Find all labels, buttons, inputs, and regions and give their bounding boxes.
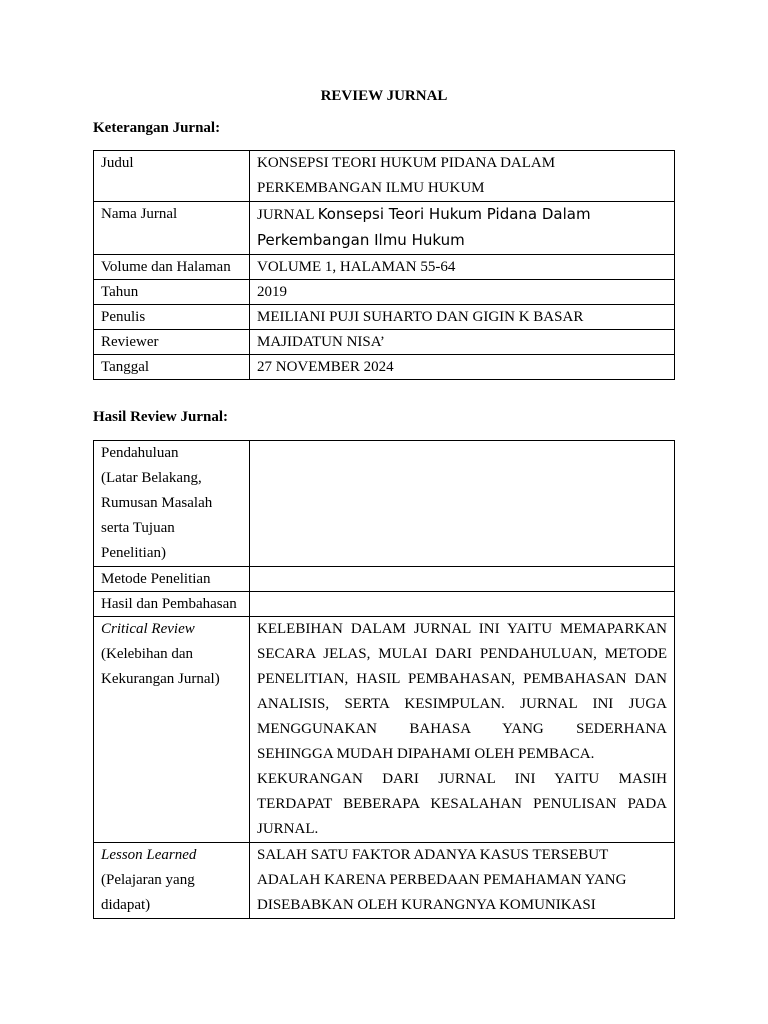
pendahuluan-label-line: (Latar Belakang, <box>101 470 202 486</box>
penulis-label: Penulis <box>94 305 250 330</box>
hasil-value <box>250 592 675 617</box>
volume-label: Volume dan Halaman <box>94 255 250 280</box>
info-row-volume <box>94 255 675 280</box>
document-title: REVIEW JURNAL <box>320 88 448 104</box>
reviewer-value: MAJIDATUN NISA’ <box>250 330 675 355</box>
lesson-line: ADALAH KARENA PERBEDAAN PEMAHAMAN YANG <box>257 872 627 888</box>
info-row-nama-jurnal <box>94 202 675 255</box>
review-row-critical <box>94 617 675 843</box>
critical-review-sub: (Kelebihan dan <box>101 646 194 662</box>
nama-jurnal-value <box>250 202 675 255</box>
info-heading: Keterangan Jurnal: <box>93 120 221 136</box>
judul-value: KONSEPSI TEORI HUKUM PIDANA DALAM PERKEMBANGAN ILMU HUKUM <box>250 151 675 202</box>
critical-line: JURNAL. <box>257 821 319 837</box>
nama-jurnal-label: Nama Jurnal <box>94 202 250 255</box>
lesson-learned-sub: didapat) <box>101 897 151 913</box>
tanggal-value: 27 NOVEMBER 2024 <box>250 355 675 380</box>
critical-line: KELEBIHAN DALAM JURNAL INI YAITU MEMAPARKAN <box>257 621 667 637</box>
critical-line: PENELITIAN, HASIL PEMBAHASAN, PEMBAHASAN DAN <box>257 671 667 687</box>
lesson-line: DISEBABKAN OLEH KURANGNYA KOMUNIKASI <box>257 897 596 913</box>
info-row-judul <box>94 151 675 202</box>
critical-line: KEKURANGAN DARI JURNAL INI YAITU MASIH <box>257 771 667 787</box>
review-row-pendahuluan <box>94 441 675 567</box>
nama-jurnal-prefix: JURNAL <box>257 207 314 223</box>
nama-jurnal-title: Konsepsi Teori Hukum Pidana Dalam Perkembangan Ilmu Hukum <box>257 205 591 249</box>
critical-review-text <box>250 617 675 843</box>
pendahuluan-label-line: serta Tujuan <box>101 520 175 536</box>
review-heading: Hasil Review Jurnal: <box>93 409 228 425</box>
pendahuluan-label-line: Pendahuluan <box>101 445 179 461</box>
hasil-label: Hasil dan Pembahasan <box>94 592 250 617</box>
critical-line: SECARA JELAS, MULAI DARI PENDAHULUAN, METODE <box>257 646 667 662</box>
info-row-reviewer <box>94 330 675 355</box>
review-row-metode <box>94 567 675 592</box>
tanggal-label: Tanggal <box>94 355 250 380</box>
lesson-learned-text <box>250 843 675 919</box>
pendahuluan-label-line: Rumusan Masalah <box>101 495 213 511</box>
lesson-learned-title: Lesson Learned <box>101 847 197 863</box>
critical-line: TERDAPAT BEBERAPA KESALAHAN PENULISAN PADA <box>257 796 667 812</box>
pendahuluan-value <box>250 441 675 567</box>
lesson-line: SALAH SATU FAKTOR ADANYA KASUS TERSEBUT <box>257 847 609 863</box>
critical-line: MENGGUNAKAN BAHASA YANG SEDERHANA <box>257 721 667 737</box>
tahun-value: 2019 <box>250 280 675 305</box>
metode-value <box>250 567 675 592</box>
review-row-hasil <box>94 592 675 617</box>
reviewer-label: Reviewer <box>94 330 250 355</box>
review-row-lesson <box>94 843 675 919</box>
critical-line: ANALISIS, SERTA KESIMPULAN. JURNAL INI JUGA <box>257 696 667 712</box>
penulis-value: MEILIANI PUJI SUHARTO DAN GIGIN K BASAR <box>250 305 675 330</box>
judul-label: Judul <box>94 151 250 202</box>
info-row-tanggal <box>94 355 675 380</box>
pendahuluan-label <box>94 441 250 567</box>
info-row-penulis <box>94 305 675 330</box>
lesson-learned-label <box>94 843 250 919</box>
review-results-table <box>93 440 675 919</box>
critical-line: SEHINGGA MUDAH DIPAHAMI OLEH PEMBACA. <box>257 746 595 762</box>
critical-review-label <box>94 617 250 843</box>
critical-review-title: Critical Review <box>101 621 195 637</box>
volume-value: VOLUME 1, HALAMAN 55-64 <box>250 255 675 280</box>
critical-review-sub: Kekurangan Jurnal) <box>101 671 220 687</box>
tahun-label: Tahun <box>94 280 250 305</box>
info-row-tahun <box>94 280 675 305</box>
pendahuluan-label-line: Penelitian) <box>101 545 166 561</box>
lesson-learned-sub: (Pelajaran yang <box>101 872 195 888</box>
metode-label: Metode Penelitian <box>94 567 250 592</box>
journal-info-table <box>93 150 675 380</box>
